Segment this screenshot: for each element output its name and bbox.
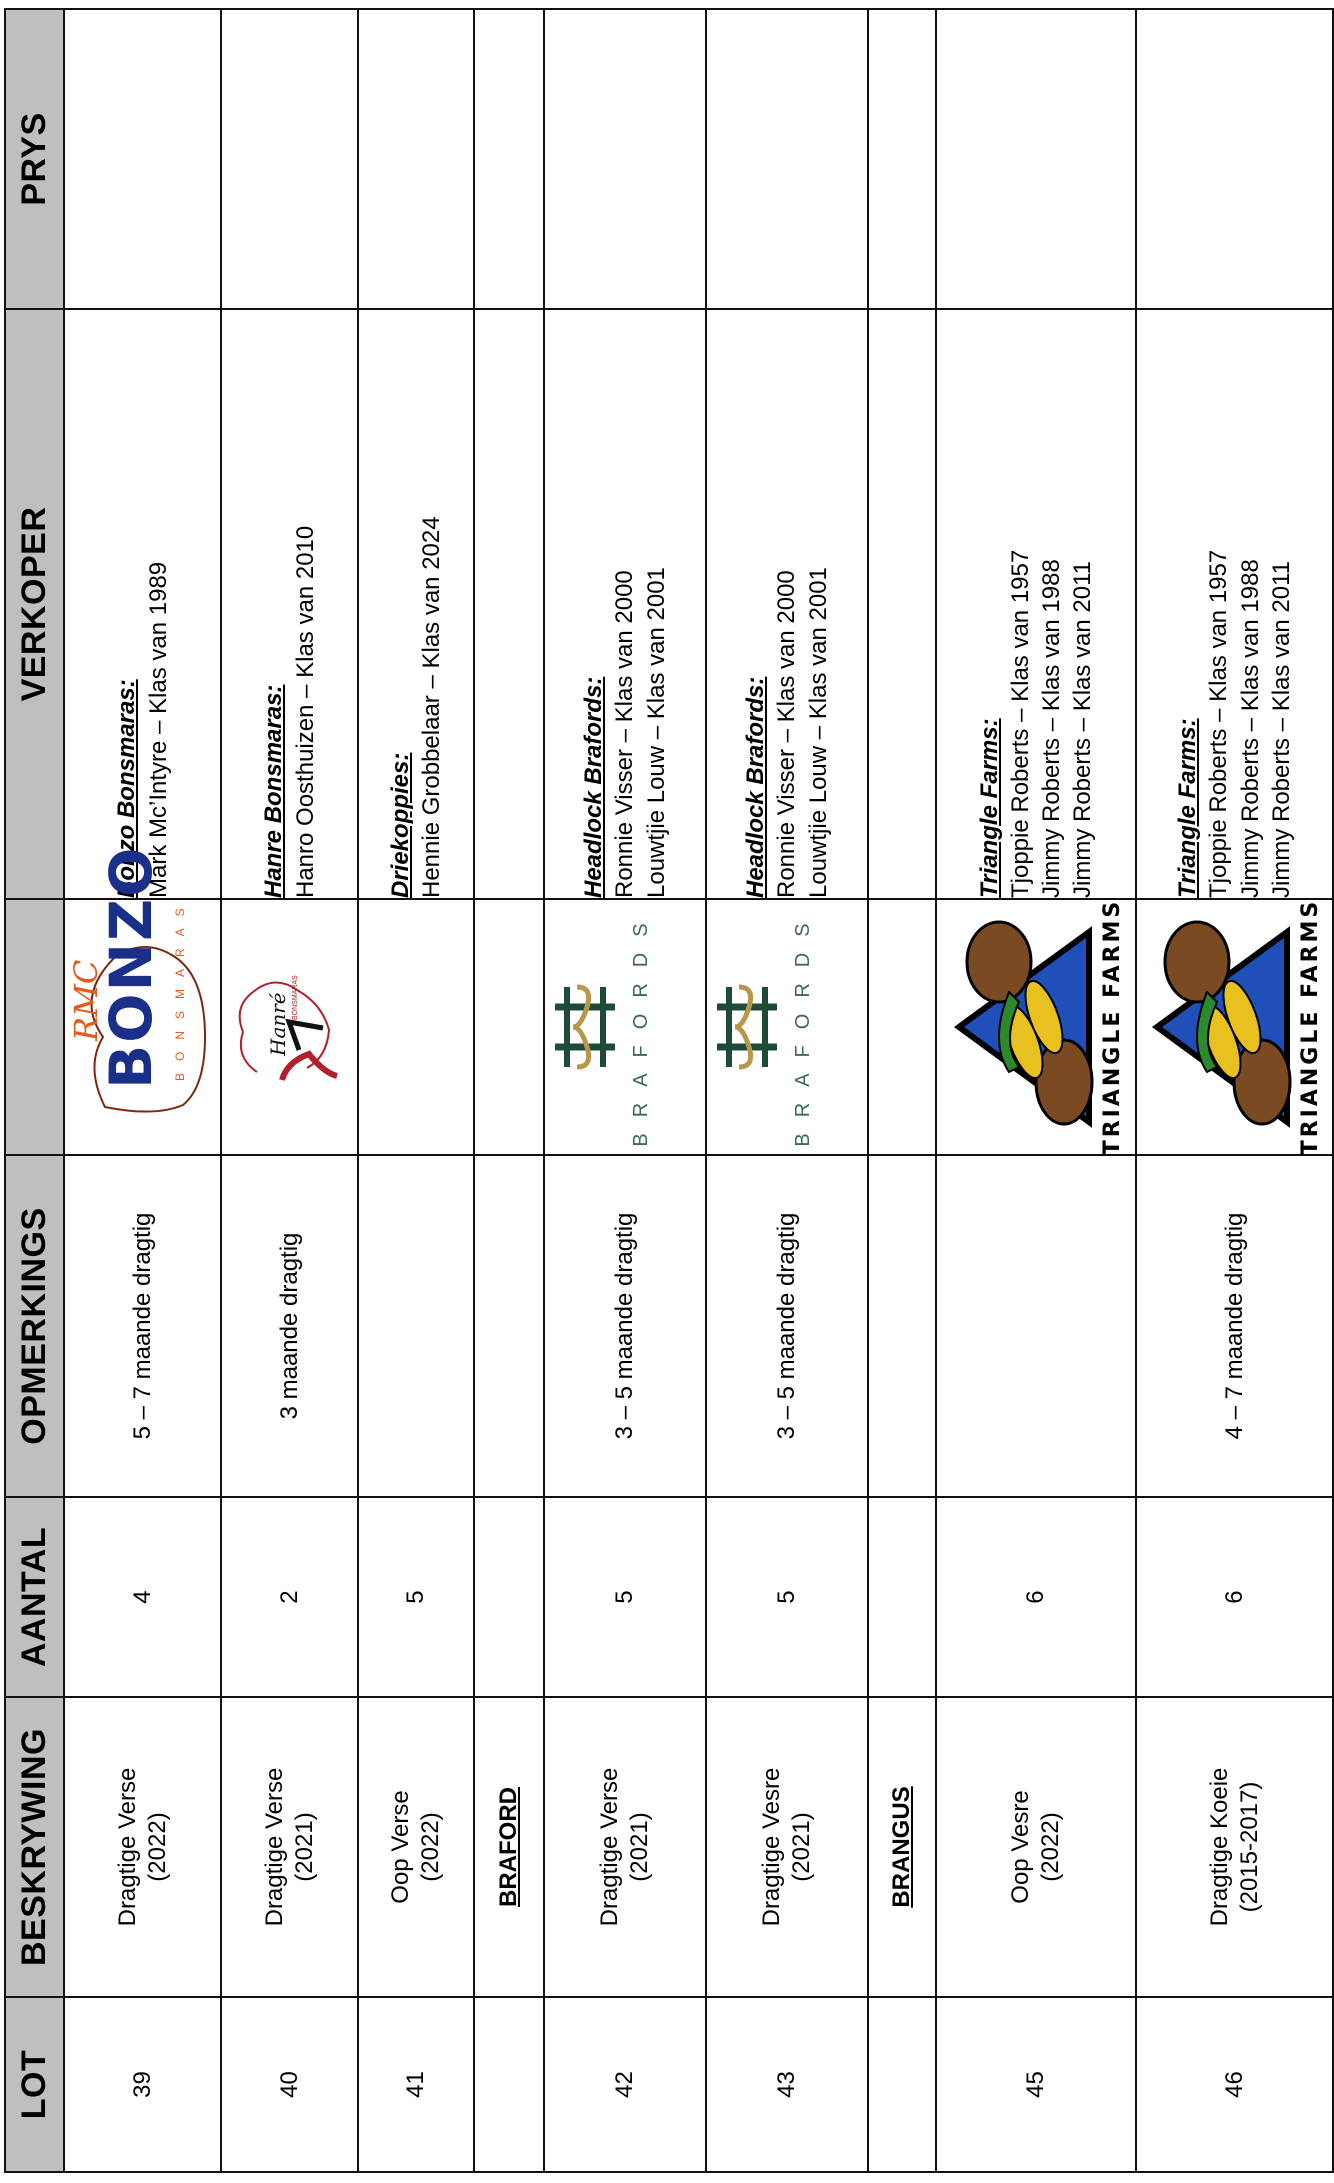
quantity: 5 <box>358 1497 474 1697</box>
table-row <box>64 9 221 2172</box>
section-row <box>868 9 936 2172</box>
price-cell <box>221 9 358 309</box>
lot-number: 43 <box>706 1997 868 2172</box>
description <box>936 1697 1136 1997</box>
description-line: Dragtige Verse <box>596 1767 623 1927</box>
brafords-text: BRAFORDS <box>792 907 814 1147</box>
price-cell <box>64 9 221 309</box>
seller-logo-cell <box>358 899 474 1155</box>
seller-farm: Headlock Brafords: <box>580 676 608 898</box>
table-row <box>1136 9 1333 2172</box>
lot-number: 40 <box>221 1997 358 2172</box>
description <box>221 1697 358 1997</box>
seller <box>221 309 358 899</box>
seller-person: Jimmy Roberts – Klas van 1988 <box>1038 559 1065 898</box>
seller <box>544 309 706 899</box>
triangle-farms-text: TRIANGLE FARMS <box>1298 898 1323 1156</box>
bonzo-main-text: BONZO <box>97 845 165 1089</box>
header-prys: PRYS <box>5 9 64 309</box>
price-cell <box>706 9 868 309</box>
description <box>544 1697 706 1997</box>
seller <box>1136 309 1333 899</box>
seller-person: Tjoppie Roberts – Klas van 1957 <box>1205 549 1233 898</box>
lot-number: 45 <box>936 1997 1136 2172</box>
description <box>64 1697 221 1997</box>
bonzo-logo <box>65 845 215 1127</box>
table-row <box>936 9 1136 2172</box>
seller-person: Jimmy Roberts – Klas van 2011 <box>1267 560 1295 898</box>
section-heading-cell <box>474 1697 544 1997</box>
hanre-main-text: Hanré <box>266 992 290 1056</box>
description-year: (2022) <box>1037 1812 1064 1882</box>
seller-farm: Hanre Bonsmaras: <box>260 684 288 898</box>
triangle-farms-logo <box>1137 898 1327 1156</box>
remarks: 3 maande dragtig <box>221 1155 358 1497</box>
price-cell <box>936 9 1136 309</box>
quantity: 4 <box>64 1497 221 1697</box>
hanre-logo <box>222 952 352 1102</box>
description-year: (2021) <box>290 1812 318 1882</box>
auction-lot-table <box>4 8 1334 2173</box>
seller-person: Jimmy Roberts – Klas van 1988 <box>1236 559 1264 898</box>
seller <box>706 309 868 899</box>
seller <box>936 309 1136 899</box>
seller-logo-cell <box>64 845 221 1155</box>
lot-number: 42 <box>544 1997 706 2172</box>
section-row <box>474 9 544 2172</box>
hanre-sub-text: BONSMARAS <box>292 975 299 1020</box>
seller-person: Jimmy Roberts – Klas van 2011 <box>1069 560 1097 898</box>
price-cell <box>358 9 474 309</box>
bonzo-rmc-text: RMC <box>67 959 105 1041</box>
table-row <box>544 9 706 2172</box>
triangle-farms-logo <box>939 898 1129 1156</box>
quantity: 6 <box>936 1497 1136 1697</box>
seller-person: Louwtjie Louw – Klas van 2001 <box>804 567 832 898</box>
description-year: (2022) <box>143 1812 171 1882</box>
lot-number: 41 <box>358 1997 474 2172</box>
seller-person: Tjoppie Roberts – Klas van 1957 <box>1006 549 1034 898</box>
description-line: Dragtige Verse <box>113 1767 141 1927</box>
seller <box>358 309 474 899</box>
brafords-logo <box>545 902 705 1152</box>
remarks <box>358 1155 474 1497</box>
seller-farm: Driekoppies: <box>386 752 414 898</box>
quantity: 6 <box>1136 1497 1333 1697</box>
brafords-logo <box>707 902 867 1152</box>
remarks: 3 – 5 maande dragtig <box>544 1155 706 1497</box>
seller-farm: Triangle Farms: <box>1174 718 1202 898</box>
description-year: (2022) <box>417 1812 444 1882</box>
seller-farm: Triangle Farms: <box>975 718 1003 898</box>
table-row <box>706 9 868 2172</box>
description <box>706 1697 868 1997</box>
description-year: (2015-2017) <box>1235 1781 1263 1913</box>
description-line: Oop Verse <box>387 1790 414 1904</box>
seller-logo-cell <box>221 899 358 1155</box>
section-lot-cell <box>868 1997 936 2172</box>
triangle-farms-text: TRIANGLE FARMS <box>1099 898 1125 1156</box>
seller-logo-cell <box>544 899 706 1155</box>
description-year: (2021) <box>788 1812 815 1882</box>
table-row <box>221 9 358 2172</box>
remarks <box>936 1155 1136 1497</box>
header-lot: LOT <box>5 1997 64 2172</box>
remarks: 3 – 5 maande dragtig <box>706 1155 868 1497</box>
section-heading-brangus: BRANGUS <box>888 1786 915 1908</box>
seller-farm: Headlock Brafords: <box>742 676 770 898</box>
quantity: 2 <box>221 1497 358 1697</box>
seller-person: Louwtjie Louw – Klas van 2001 <box>642 567 670 898</box>
seller-logo-cell <box>1136 899 1333 1155</box>
description-line: Dragtige Vesre <box>758 1767 785 1927</box>
quantity: 5 <box>544 1497 706 1697</box>
brafords-text: BRAFORDS <box>630 907 652 1147</box>
description <box>1136 1697 1333 1997</box>
seller-person: Hanro Oosthuizen – Klas van 2010 <box>291 525 319 898</box>
seller-person: Ronnie Visser – Klas van 2000 <box>611 570 639 898</box>
description <box>358 1697 474 1997</box>
description-year: (2021) <box>626 1812 653 1882</box>
section-heading-braford: BRAFORD <box>495 1787 522 1907</box>
description-line: Dragtige Koeie <box>1205 1767 1233 1927</box>
seller-farm: Bonzo Bonsmaras: <box>113 679 141 898</box>
header-aantal: AANTAL <box>5 1497 64 1697</box>
section-heading-cell <box>868 1697 936 1997</box>
seller-person: Ronnie Visser – Klas van 2000 <box>773 570 801 898</box>
header-logo <box>5 899 64 1155</box>
seller-person: Mark Mc’Intyre – Klas van 1989 <box>144 561 172 898</box>
seller-logo-cell <box>936 899 1136 1155</box>
description-line: Dragtige Verse <box>260 1767 288 1927</box>
description-line: Oop Vesre <box>1007 1790 1034 1904</box>
remarks: 4 – 7 maande dragtig <box>1136 1155 1333 1497</box>
section-lot-cell <box>474 1997 544 2172</box>
bonzo-sub-text: BONSMARAS <box>173 896 187 1081</box>
remarks: 5 – 7 maande dragtig <box>64 1155 221 1497</box>
lot-number: 46 <box>1136 1997 1333 2172</box>
header-opmerkings: OPMERKINGS <box>5 1155 64 1497</box>
seller-logo-cell <box>706 899 868 1155</box>
table-row <box>358 9 474 2172</box>
price-cell <box>1136 9 1333 309</box>
seller <box>64 309 221 899</box>
seller-person: Hennie Grobbelaar – Klas van 2024 <box>418 516 445 898</box>
price-cell <box>544 9 706 309</box>
header-verkoper: VERKOPER <box>5 309 64 899</box>
lot-number: 39 <box>64 1997 221 2172</box>
header-row <box>5 9 64 2172</box>
header-beskrywing: BESKRYWING <box>5 1697 64 1997</box>
quantity: 5 <box>706 1497 868 1697</box>
